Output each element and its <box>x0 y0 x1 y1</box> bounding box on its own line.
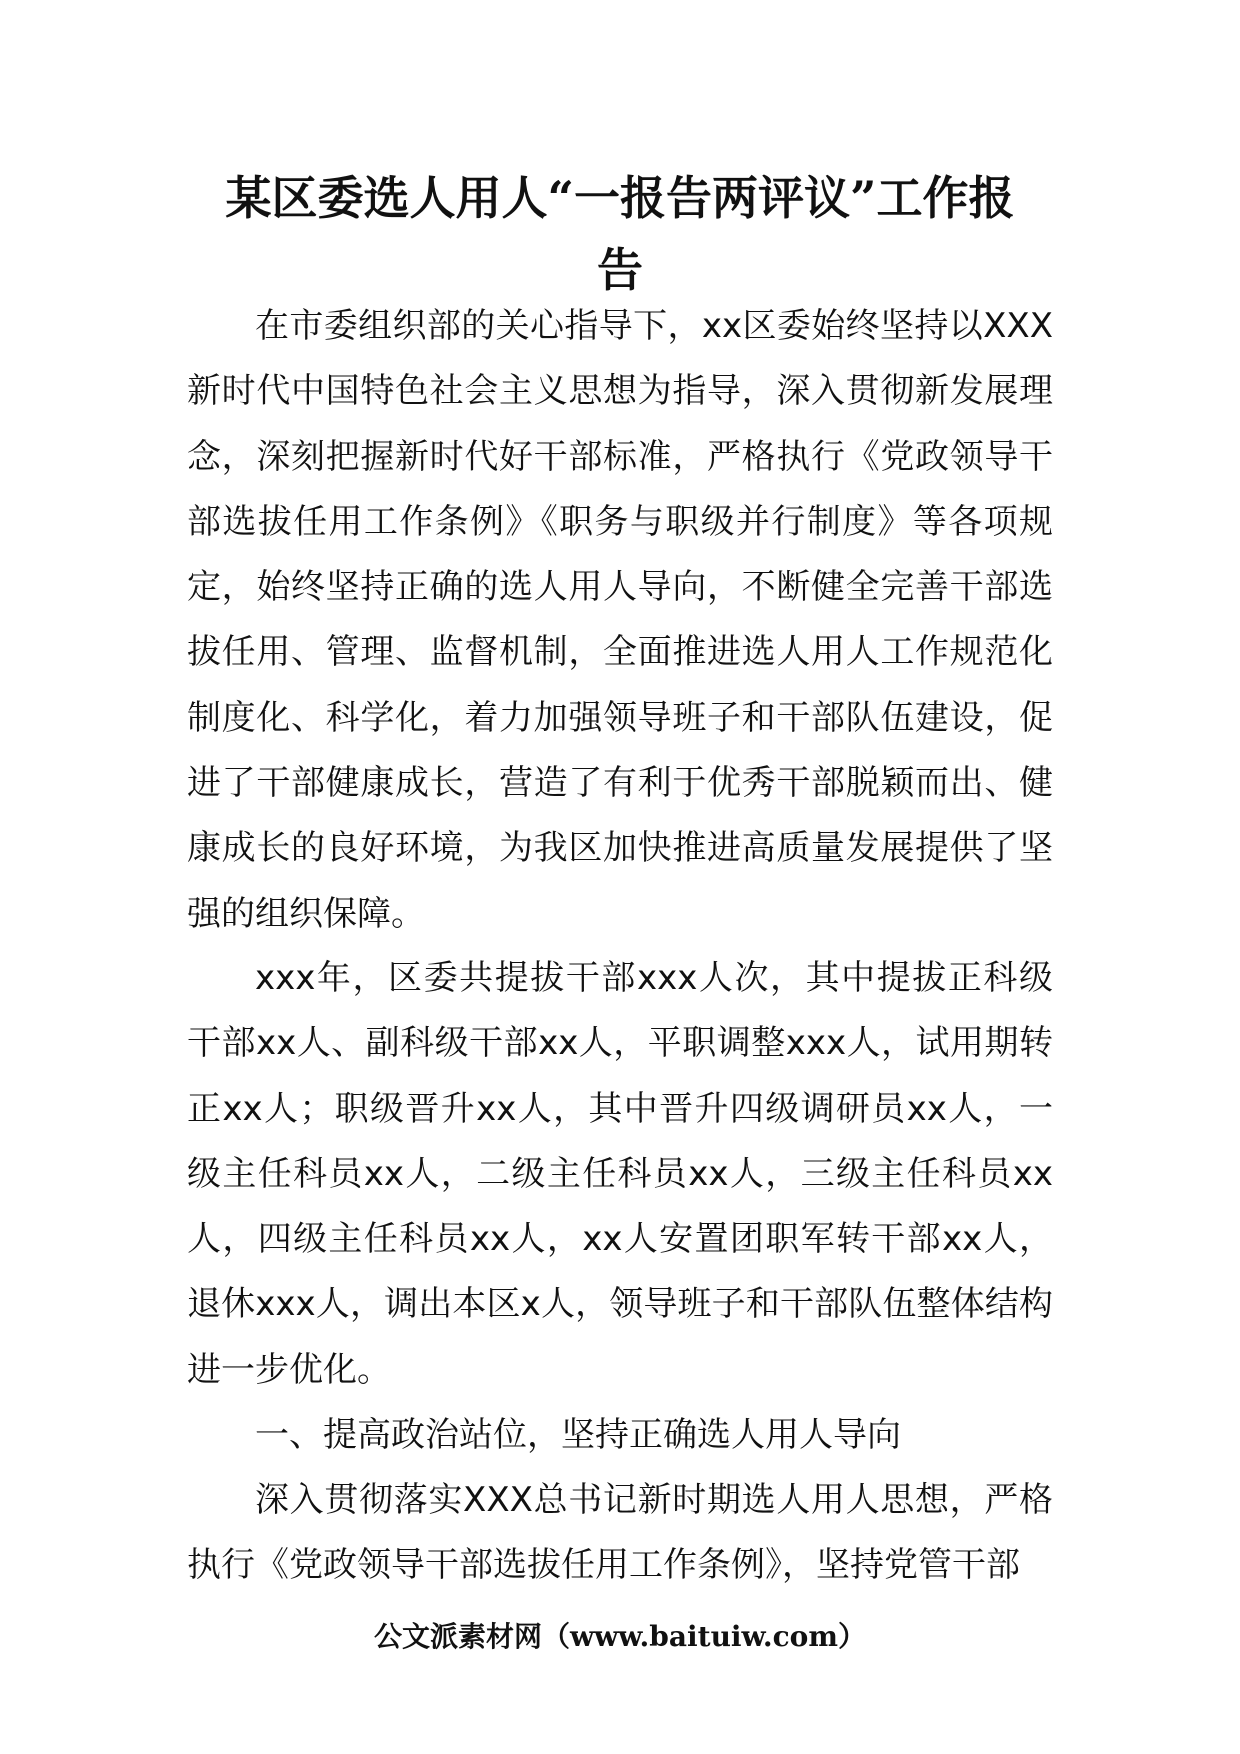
footer-watermark: 公文派素材网（www.baituiw.com） <box>374 1620 866 1653</box>
title-line-1: 某区委选人用人“一报告两评议”工作报 <box>225 171 1015 225</box>
paragraph-statistics: xxx年，区委共提拔干部xxx人次，其中提拔正科级干部xx人、副科级干部xx人，平职调整xxx人，试用期转正xx人；职级晋升xx人，其中晋升四级调研员xx人，一级主任科员xx人，二级主任科员xx人，三级主任科员xx人，四级主任科员xx人，xx人安置团职军转干部xx人，退休xxx人，调出本区x人，领导班子和干部队伍整体结构进一步优化。 <box>187 958 1053 1390</box>
paragraph-section-1: 深入贯彻落实XXX总书记新时期选人用人思想，严格执行《党政领导干部选拔任用工作条例》，坚持党管干部 <box>187 1480 1053 1586</box>
section-heading-1: 一、提高政治站位，坚持正确选人用人导向 <box>255 1415 901 1455</box>
title-line-2: 告 <box>597 243 643 297</box>
document-title <box>187 162 1053 306</box>
paragraph-intro: 在市委组织部的关心指导下，xx区委始终坚持以XXX新时代中国特色社会主义思想为指导，深入贯彻新发展理念，深刻把握新时代好干部标准，严格执行《党政领导干部选拔任用工作条例》《职务与职级并行制度》等各项规定，始终坚持正确的选人用人导向，不断健全完善干部选拔任用、管理、监督机制，全面推进选人用人工作规范化制度化、科学化，着力加强领导班子和干部队伍建设，促进了干部健康成长，营造了有利于优秀干部脱颖而出、健康成长的良好环境，为我区加快推进高质量发展提供了坚强的组织保障。 <box>187 306 1053 934</box>
